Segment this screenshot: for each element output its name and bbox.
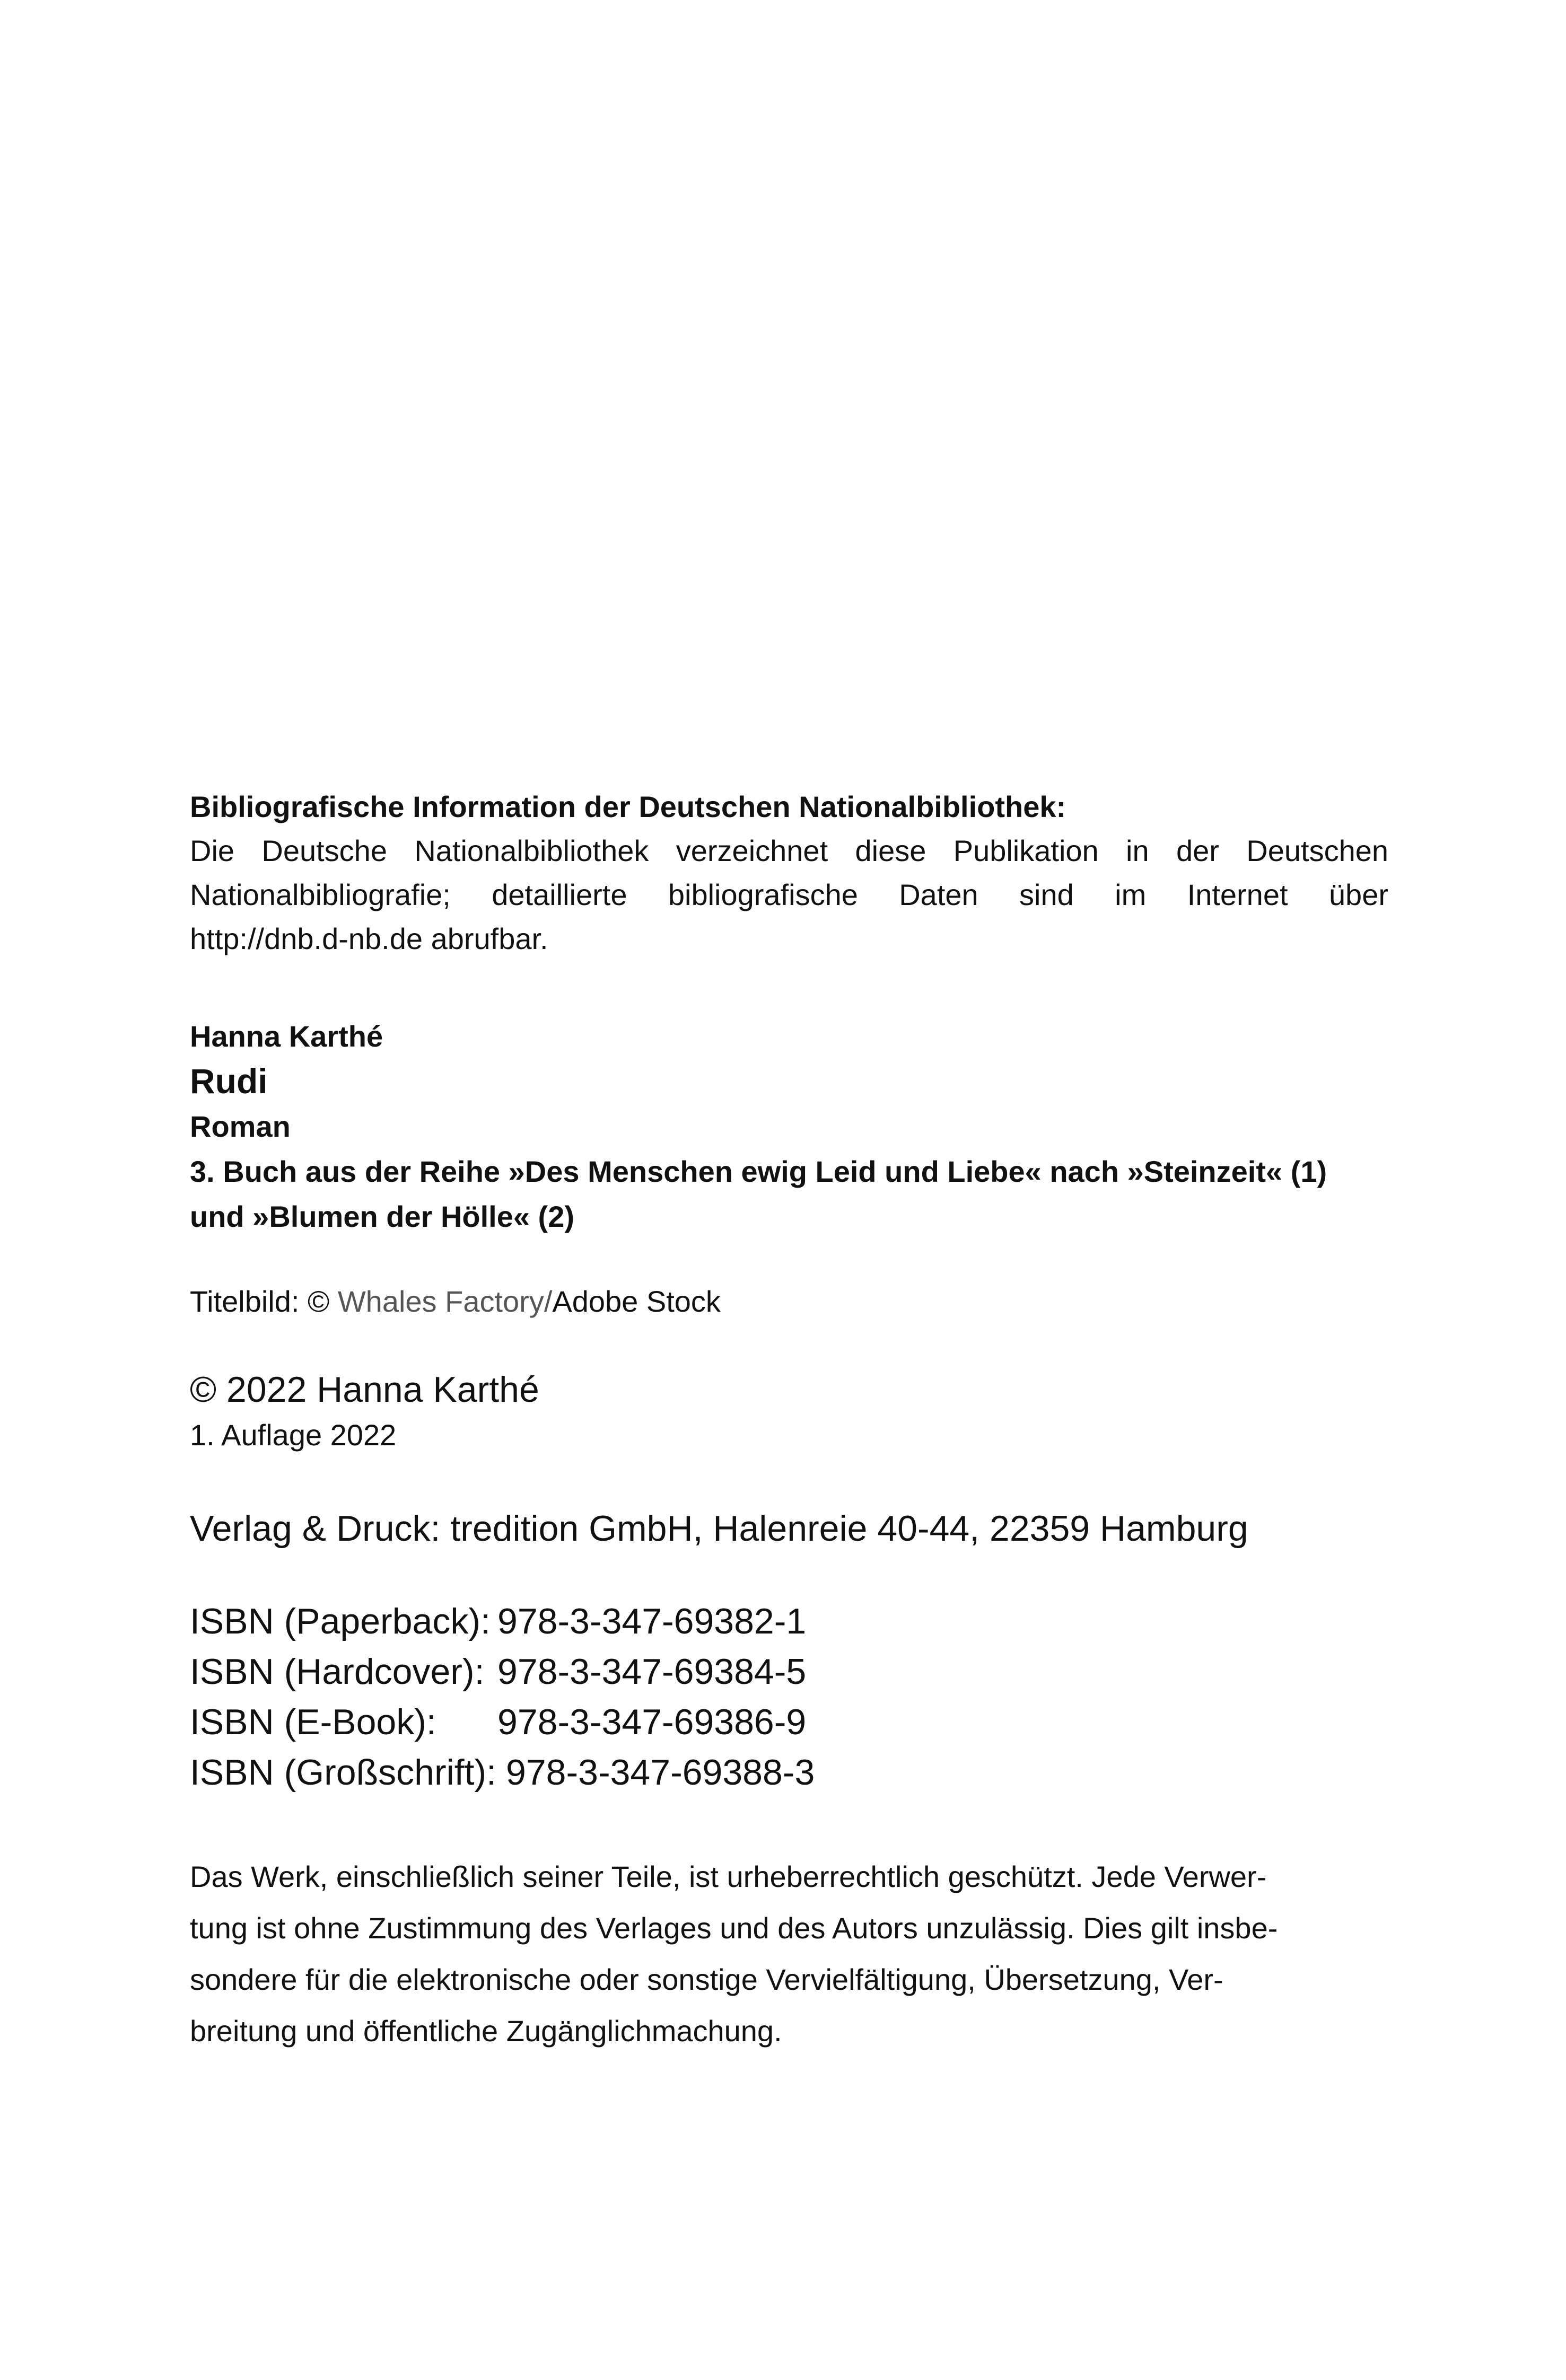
- author-name: Hanna Karthé: [190, 1020, 383, 1053]
- isbn-row: [190, 1647, 1388, 1697]
- cover-credit: [190, 1280, 1388, 1323]
- bibliographic-text-line: Die Deutsche Nationalbibliothek verzeichnet diese Publikation in der Deutschen: [190, 834, 1388, 867]
- copyright-block: [190, 1365, 1388, 1456]
- legal-notice-line: tung ist ohne Zustimmung des Verlages und des Autors unzulässig. Dies gilt insbe-: [190, 1911, 1278, 1945]
- bibliographic-text-line: http://dnb.d-nb.de abrufbar.: [190, 922, 548, 955]
- imprint-content: [190, 785, 1388, 2057]
- bibliographic-info: [190, 785, 1388, 961]
- book-info: [190, 1014, 1388, 1239]
- cover-credit-artist: Whales Factory/: [337, 1285, 553, 1318]
- isbn-label: ISBN (Großschrift):: [190, 1752, 497, 1793]
- series-info-line: und »Blumen der Hölle« (2): [190, 1200, 574, 1233]
- legal-notice-line: Das Werk, einschließlich seiner Teile, ist urheberrechtlich geschützt. Jede Verwer-: [190, 1860, 1267, 1893]
- series-info-line: 3. Buch aus der Reihe »Des Menschen ewig Leid und Liebe« nach »Steinzeit« (1): [190, 1155, 1327, 1188]
- bibliographic-text-line: Nationalbibliografie; detaillierte bibliografische Daten sind im Internet über: [190, 878, 1388, 911]
- isbn-number: 978-3-347-69386-9: [497, 1702, 807, 1742]
- isbn-row: [190, 1596, 1388, 1647]
- book-genre: Roman: [190, 1110, 291, 1143]
- isbn-label: ISBN (Hardcover):: [190, 1652, 485, 1692]
- bibliographic-heading: Bibliografische Information der Deutschen Nationalbibliothek:: [190, 790, 1066, 823]
- book-title: Rudi: [190, 1061, 268, 1101]
- isbn-number: 978-3-347-69382-1: [497, 1601, 807, 1641]
- legal-notice-line: breitung und öffentliche Zugänglichmachung.: [190, 2014, 782, 2048]
- legal-notice-line: sondere für die elektronische oder sonstige Vervielfältigung, Übersetzung, Ver-: [190, 1963, 1223, 1996]
- isbn-number: 978-3-347-69384-5: [497, 1652, 807, 1692]
- isbn-number: 978-3-347-69388-3: [506, 1752, 815, 1793]
- isbn-list: [190, 1596, 1388, 1798]
- legal-notice: [190, 1851, 1388, 2057]
- isbn-row: [190, 1697, 1388, 1747]
- cover-credit-source: Adobe Stock: [552, 1285, 721, 1318]
- isbn-label: ISBN (Paperback):: [190, 1601, 491, 1641]
- edition-info: 1. Auflage 2022: [190, 1418, 397, 1452]
- isbn-row: [190, 1747, 1388, 1798]
- publisher-info: Verlag & Druck: tredition GmbH, Halenreie 40-44, 22359 Hamburg: [190, 1508, 1248, 1549]
- cover-credit-label: Titelbild: ©: [190, 1285, 338, 1318]
- isbn-label: ISBN (E-Book):: [190, 1702, 436, 1742]
- copyright-notice: © 2022 Hanna Karthé: [190, 1369, 539, 1410]
